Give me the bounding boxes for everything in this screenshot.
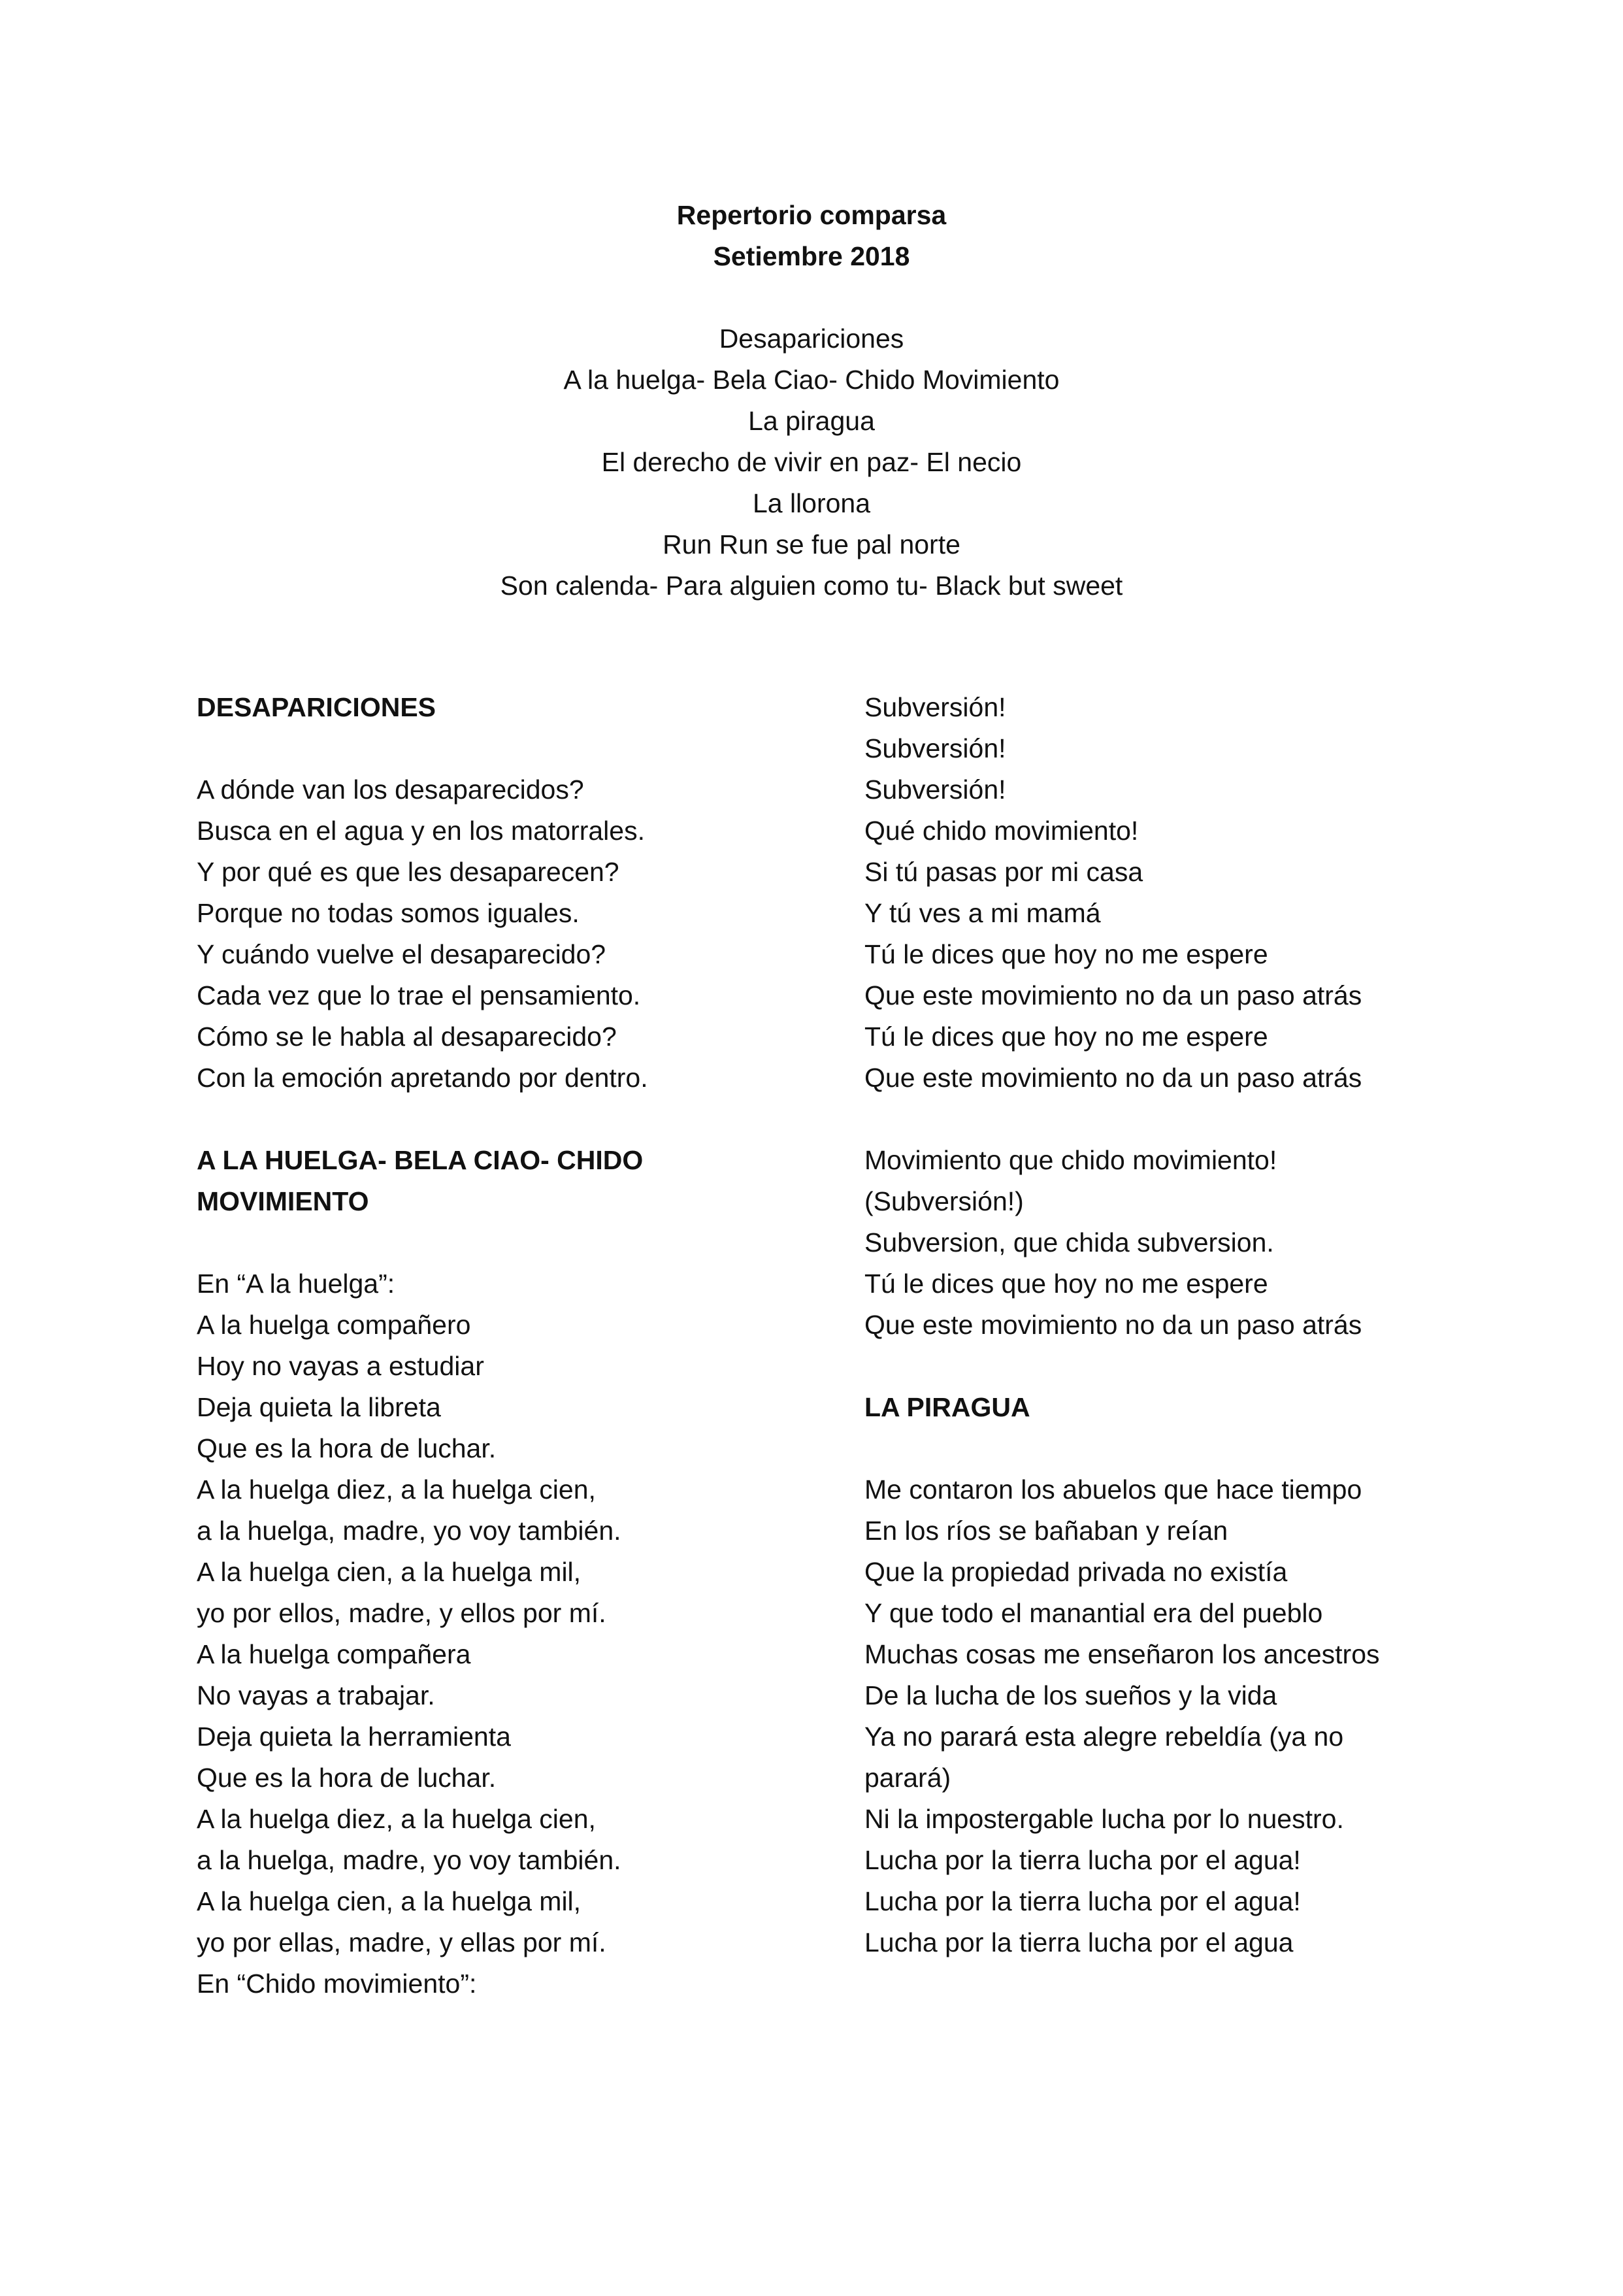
lyric-line: De la lucha de los sueños y la vida <box>864 1680 1277 1710</box>
lyric-line: En “A la huelga”: <box>197 1269 395 1299</box>
lyric-line: Si tú pasas por mi casa <box>864 857 1143 887</box>
lyric-line: yo por ellos, madre, y ellos por mí. <box>197 1598 606 1628</box>
song-list-item: El derecho de vivir en paz- El necio <box>601 447 1022 477</box>
lyric-line: Deja quieta la libreta <box>197 1392 441 1422</box>
lyric-line: Lucha por la tierra lucha por el agua <box>864 1927 1294 1957</box>
lyric-line: parará) <box>864 1763 951 1793</box>
lyric-line: Cómo se le habla al desaparecido? <box>197 1022 617 1052</box>
lyric-line: Ni la impostergable lucha por lo nuestro. <box>864 1804 1344 1834</box>
lyric-line: Me contaron los abuelos que hace tiempo <box>864 1474 1362 1505</box>
lyric-line: Que la propiedad privada no existía <box>864 1557 1288 1587</box>
lyric-line: A la huelga compañera <box>197 1639 471 1669</box>
lyric-line: Que es la hora de luchar. <box>197 1433 497 1463</box>
lyric-line: En “Chido movimiento”: <box>197 1969 477 1999</box>
song-list-item: Son calenda- Para alguien como tu- Black but sweet <box>500 571 1123 601</box>
lyric-line: Que es la hora de luchar. <box>197 1763 497 1793</box>
lyric-line: Deja quieta la herramienta <box>197 1722 511 1752</box>
lyric-line: yo por ellas, madre, y ellas por mí. <box>197 1927 606 1957</box>
lyric-line: No vayas a trabajar. <box>197 1680 435 1710</box>
lyric-line: A la huelga compañero <box>197 1310 471 1340</box>
song-list-item: La llorona <box>752 488 871 518</box>
blank-line <box>864 1099 1518 1140</box>
lyric-line: Que este movimiento no da un paso atrás <box>864 980 1362 1010</box>
lyric-line: A dónde van los desaparecidos? <box>197 774 584 805</box>
left-column <box>197 687 850 2005</box>
lyric-line: Que este movimiento no da un paso atrás <box>864 1310 1362 1340</box>
blank-line <box>197 1099 850 1140</box>
song-list-item: Run Run se fue pal norte <box>663 529 960 559</box>
lyric-line: Tú le dices que hoy no me espere <box>864 1269 1268 1299</box>
lyric-line: Subversión! <box>864 692 1006 722</box>
lyric-line: Y que todo el manantial era del pueblo <box>864 1598 1323 1628</box>
blank-line <box>197 728 850 769</box>
lyric-line: A la huelga diez, a la huelga cien, <box>197 1804 596 1834</box>
document-title: Repertorio comparsa <box>676 200 947 230</box>
lyric-line: a la huelga, madre, yo voy también. <box>197 1516 621 1546</box>
song-heading-a-la-huelga-cont: MOVIMIENTO <box>197 1186 369 1216</box>
right-column <box>864 687 1518 1963</box>
lyric-line: Y cuándo vuelve el desaparecido? <box>197 939 606 969</box>
lyric-line: Qué chido movimiento! <box>864 816 1139 846</box>
lyric-line: A la huelga cien, a la huelga mil, <box>197 1557 582 1587</box>
lyric-line: Subversión! <box>864 733 1006 763</box>
song-heading-a-la-huelga: A LA HUELGA- BELA CIAO- CHIDO <box>197 1145 644 1175</box>
lyric-line: a la huelga, madre, yo voy también. <box>197 1845 621 1875</box>
lyric-line: Y por qué es que les desaparecen? <box>197 857 619 887</box>
lyric-line: Y tú ves a mi mamá <box>864 898 1101 928</box>
lyric-line: En los ríos se bañaban y reían <box>864 1516 1228 1546</box>
blank-line <box>197 1222 850 1263</box>
lyric-line: Ya no parará esta alegre rebeldía (ya no <box>864 1722 1344 1752</box>
song-list-item: A la huelga- Bela Ciao- Chido Movimiento <box>563 365 1060 395</box>
lyric-line: Cada vez que lo trae el pensamiento. <box>197 980 641 1010</box>
blank-line <box>864 1346 1518 1387</box>
lyric-line: Lucha por la tierra lucha por el agua! <box>864 1886 1301 1916</box>
lyric-line: Que este movimiento no da un paso atrás <box>864 1063 1362 1093</box>
song-heading-la-piragua: LA PIRAGUA <box>864 1392 1030 1422</box>
lyric-line: Tú le dices que hoy no me espere <box>864 1022 1268 1052</box>
document-header <box>0 195 1623 277</box>
song-list-item: La piragua <box>748 406 875 436</box>
lyric-line: Subversión! <box>864 774 1006 805</box>
lyric-line: (Subversión!) <box>864 1186 1024 1216</box>
song-list-item: Desapariciones <box>719 324 904 354</box>
document-date: Setiembre 2018 <box>713 241 910 271</box>
lyric-line: Muchas cosas me enseñaron los ancestros <box>864 1639 1380 1669</box>
song-heading-desapariciones: DESAPARICIONES <box>197 692 436 722</box>
song-list <box>0 318 1623 607</box>
lyric-line: A la huelga diez, a la huelga cien, <box>197 1474 596 1505</box>
blank-line <box>864 1428 1518 1469</box>
lyric-line: A la huelga cien, a la huelga mil, <box>197 1886 582 1916</box>
lyric-line: Subversion, que chida subversion. <box>864 1227 1274 1257</box>
lyric-line: Porque no todas somos iguales. <box>197 898 580 928</box>
lyric-line: Lucha por la tierra lucha por el agua! <box>864 1845 1301 1875</box>
lyric-line: Tú le dices que hoy no me espere <box>864 939 1268 969</box>
lyric-line: Hoy no vayas a estudiar <box>197 1351 484 1381</box>
lyric-line: Movimiento que chido movimiento! <box>864 1145 1277 1175</box>
lyric-line: Busca en el agua y en los matorrales. <box>197 816 645 846</box>
lyric-line: Con la emoción apretando por dentro. <box>197 1063 648 1093</box>
